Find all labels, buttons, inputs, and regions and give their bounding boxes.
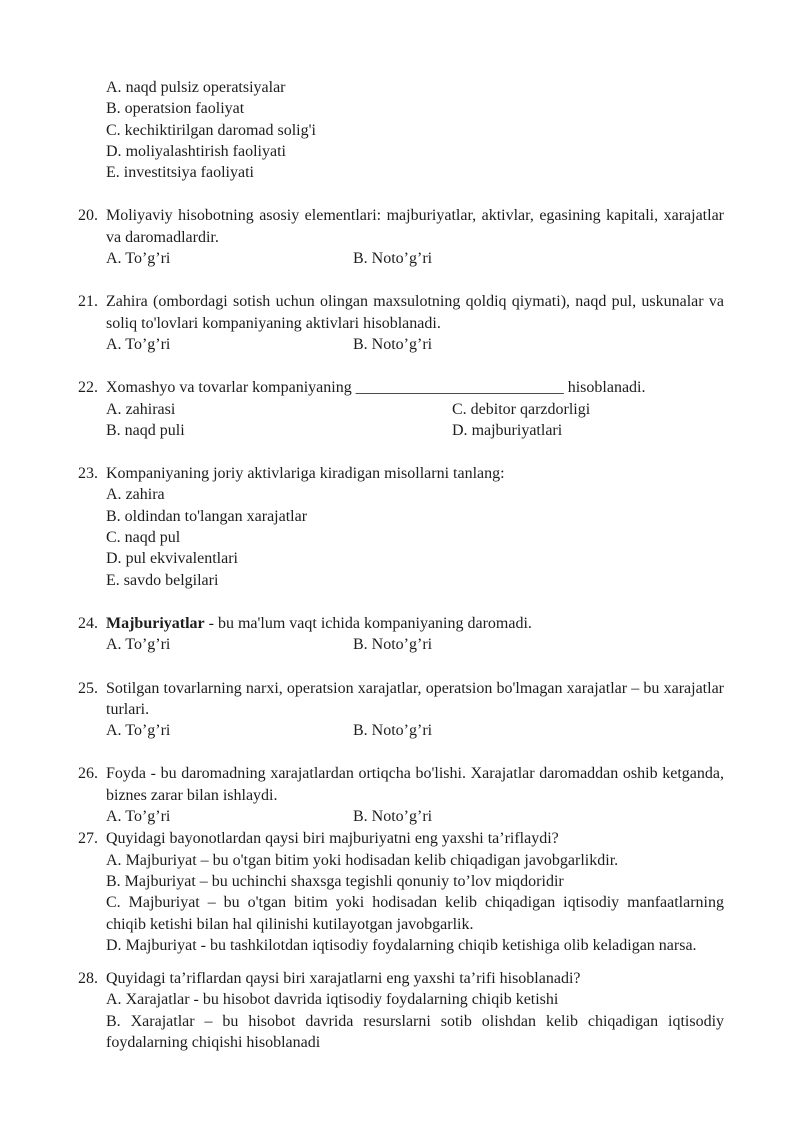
option-text: naqd puli xyxy=(124,421,185,439)
question-block xyxy=(78,291,724,355)
question-row xyxy=(78,828,724,849)
option-item xyxy=(106,399,452,420)
option-text: zahirasi xyxy=(125,400,176,418)
options-grid xyxy=(106,399,724,442)
option-item xyxy=(353,634,724,655)
option-text: To’g’ri xyxy=(125,335,171,353)
question-number: 28. xyxy=(78,970,98,988)
question-row xyxy=(78,205,724,248)
question-list xyxy=(78,77,724,1053)
option-item xyxy=(106,420,452,441)
question-number: 27. xyxy=(78,830,98,848)
option-text: Noto’g’ri xyxy=(371,335,433,353)
option-text: Xarajatlar – bu hisobot davrida resurslarni sotib olishdan kelib chiqadigan iqtisodiy foydalarning chiqishi hisoblanadi xyxy=(106,1012,725,1051)
question-row xyxy=(78,377,724,398)
option-text: naqd pul xyxy=(124,529,181,547)
question-block xyxy=(78,678,724,742)
option-label: B. xyxy=(106,872,121,890)
question-number: 23. xyxy=(78,465,98,483)
question-row xyxy=(78,968,724,989)
option-item xyxy=(106,98,724,119)
question-text: Majburiyatlar - bu ma'lum vaqt ichida kompaniyaning daromadi. xyxy=(106,614,532,632)
option-label: B. xyxy=(353,250,368,268)
question-number: 26. xyxy=(78,765,98,783)
option-text: Noto’g’ri xyxy=(371,636,433,654)
question-block xyxy=(78,968,724,1053)
option-label: E. xyxy=(106,571,120,589)
question-row xyxy=(78,613,724,634)
option-text: Xarajatlar - bu hisobot davrida iqtisodiy foydalarning chiqib ketishi xyxy=(125,991,559,1009)
option-item xyxy=(106,570,724,591)
option-label: C. xyxy=(452,400,467,418)
options-list xyxy=(106,850,724,956)
option-item xyxy=(106,892,724,935)
option-text: Noto’g’ri xyxy=(371,722,433,740)
question-block xyxy=(78,763,724,827)
question-bold-lead: Majburiyatlar xyxy=(106,614,205,632)
option-item xyxy=(106,527,724,548)
option-label: B. xyxy=(106,100,121,118)
option-text: savdo belgilari xyxy=(123,571,219,589)
question-block xyxy=(78,613,724,656)
option-text: Majburiyat – bu o'tgan bitim yoki hodisadan kelib chiqadigan javobgarlikdir. xyxy=(125,851,619,869)
question-number: 21. xyxy=(78,293,98,311)
option-label: B. xyxy=(353,335,368,353)
option-label: A. xyxy=(106,486,122,504)
question-number: 25. xyxy=(78,679,98,697)
question-row xyxy=(78,763,724,806)
option-item xyxy=(106,248,353,269)
option-item xyxy=(106,720,353,741)
option-item xyxy=(106,634,353,655)
option-label: B. xyxy=(353,808,368,826)
question-block xyxy=(78,205,724,269)
question-row xyxy=(78,463,724,484)
option-label: A. xyxy=(106,991,122,1009)
option-text: majburiyatlari xyxy=(471,421,563,439)
question-block xyxy=(78,828,724,956)
options-grid-left-column xyxy=(106,399,452,442)
question-text: Sotilgan tovarlarning narxi, operatsion xarajatlar, operatsion bo'lmagan xarajatlar – bu xarajatlar turlari. xyxy=(106,679,724,718)
option-text: To’g’ri xyxy=(125,250,171,268)
option-text: Noto’g’ri xyxy=(371,808,433,826)
options-list xyxy=(106,484,724,590)
option-text: debitor qarzdorligi xyxy=(470,400,591,418)
option-text: Majburiyat – bu o'tgan bitim yoki hodisadan kelib chiqadigan iqtisodiy manfaatlarning chiqib ketishi bilan hal qilinishi kutilayotgan javobgarlik. xyxy=(106,894,724,933)
option-text: To’g’ri xyxy=(125,808,171,826)
option-item xyxy=(353,248,724,269)
option-label: D. xyxy=(106,936,122,954)
option-label: A. xyxy=(106,808,122,826)
question-row xyxy=(78,678,724,721)
question-text: Kompaniyaning joriy aktivlariga kiradigan misollarni tanlang: xyxy=(106,465,505,483)
question-number: 24. xyxy=(78,614,98,632)
option-text: naqd pulsiz operatsiyalar xyxy=(125,79,286,96)
options-list xyxy=(106,989,724,1053)
option-label: D. xyxy=(452,421,468,439)
option-item xyxy=(106,871,724,892)
options-true-false xyxy=(106,634,724,655)
question-block xyxy=(78,377,724,441)
question-row xyxy=(78,291,724,334)
option-item xyxy=(106,850,724,871)
option-text: pul ekvivalentlari xyxy=(125,550,238,568)
option-label: B. xyxy=(106,507,121,525)
options-true-false xyxy=(106,806,724,827)
option-label: A. xyxy=(106,636,122,654)
option-label: B. xyxy=(106,1012,121,1030)
option-text: kechiktirilgan daromad solig'i xyxy=(124,121,316,139)
question-text: Quyidagi ta’riflardan qaysi biri xarajatlarni eng yaxshi ta’rifi hisoblanadi? xyxy=(106,970,581,988)
option-item xyxy=(106,548,724,569)
option-label: C. xyxy=(106,894,121,912)
option-item xyxy=(106,77,724,98)
option-text: Majburiyat – bu uchinchi shaxsga tegishli qonuniy to’lov miqdoridir xyxy=(124,872,564,890)
option-label: C. xyxy=(106,121,121,139)
option-label: E. xyxy=(106,164,120,182)
option-text: zahira xyxy=(125,486,165,504)
option-text: Majburiyat - bu tashkilotdan iqtisodiy foydalarning chiqib ketishiga olib keladigan narsa. xyxy=(125,936,697,954)
option-text: oldindan to'langan xarajatlar xyxy=(124,507,308,525)
option-item xyxy=(353,334,724,355)
option-text: To’g’ri xyxy=(125,722,171,740)
option-text: investitsiya faoliyati xyxy=(123,164,254,182)
option-label: A. xyxy=(106,400,122,418)
options-true-false xyxy=(106,248,724,269)
question-number: 22. xyxy=(78,379,98,397)
option-text: moliyalashtirish faoliyati xyxy=(125,142,286,160)
option-label: B. xyxy=(106,421,121,439)
question-text: Zahira (ombordagi sotish uchun olingan maxsulotning qoldiq qiymati), naqd pul, uskunalar va soliq to'lovlari kompaniyaning aktivlari hisoblanadi. xyxy=(106,293,724,332)
option-item xyxy=(106,935,724,956)
question-text: Foyda - bu daromadning xarajatlardan ortiqcha bo'lishi. Xarajatlar daromaddan oshib ketganda, biznes zarar bilan ishlaydi. xyxy=(106,765,724,804)
option-label: B. xyxy=(353,722,368,740)
option-item xyxy=(452,420,724,441)
option-label: A. xyxy=(106,79,122,96)
option-label: C. xyxy=(106,529,121,547)
option-text: operatsion faoliyat xyxy=(124,100,245,118)
option-item xyxy=(353,720,724,741)
option-text: Noto’g’ri xyxy=(371,250,433,268)
options-true-false xyxy=(106,334,724,355)
option-item xyxy=(452,399,724,420)
question-number: 20. xyxy=(78,207,98,225)
option-item xyxy=(106,162,724,183)
option-item xyxy=(106,334,353,355)
option-text: To’g’ri xyxy=(125,636,171,654)
option-item xyxy=(106,1011,724,1054)
option-label: A. xyxy=(106,250,122,268)
option-item xyxy=(353,806,724,827)
question-text: Xomashyo va tovarlar kompaniyaning __________________________ hisoblanadi. xyxy=(106,379,646,397)
question-block xyxy=(78,463,724,591)
option-label: D. xyxy=(106,550,122,568)
options-grid-right-column xyxy=(452,399,724,442)
option-item xyxy=(106,141,724,162)
option-label: A. xyxy=(106,722,122,740)
option-item xyxy=(106,806,353,827)
option-label: A. xyxy=(106,851,122,869)
option-item xyxy=(106,506,724,527)
question-text: Moliyaviy hisobotning asosiy elementlari: majburiyatlar, aktivlar, egasining kapitali, xarajatlar va daromadlardir. xyxy=(106,207,724,246)
option-label: D. xyxy=(106,142,122,160)
options-true-false xyxy=(106,720,724,741)
option-item xyxy=(106,989,724,1010)
question-block xyxy=(78,77,724,183)
option-label: A. xyxy=(106,335,122,353)
option-item xyxy=(106,120,724,141)
options-list xyxy=(106,77,724,183)
question-text: Quyidagi bayonotlardan qaysi biri majburiyatni eng yaxshi ta’riflaydi? xyxy=(106,830,559,848)
option-label: B. xyxy=(353,636,368,654)
option-item xyxy=(106,484,724,505)
